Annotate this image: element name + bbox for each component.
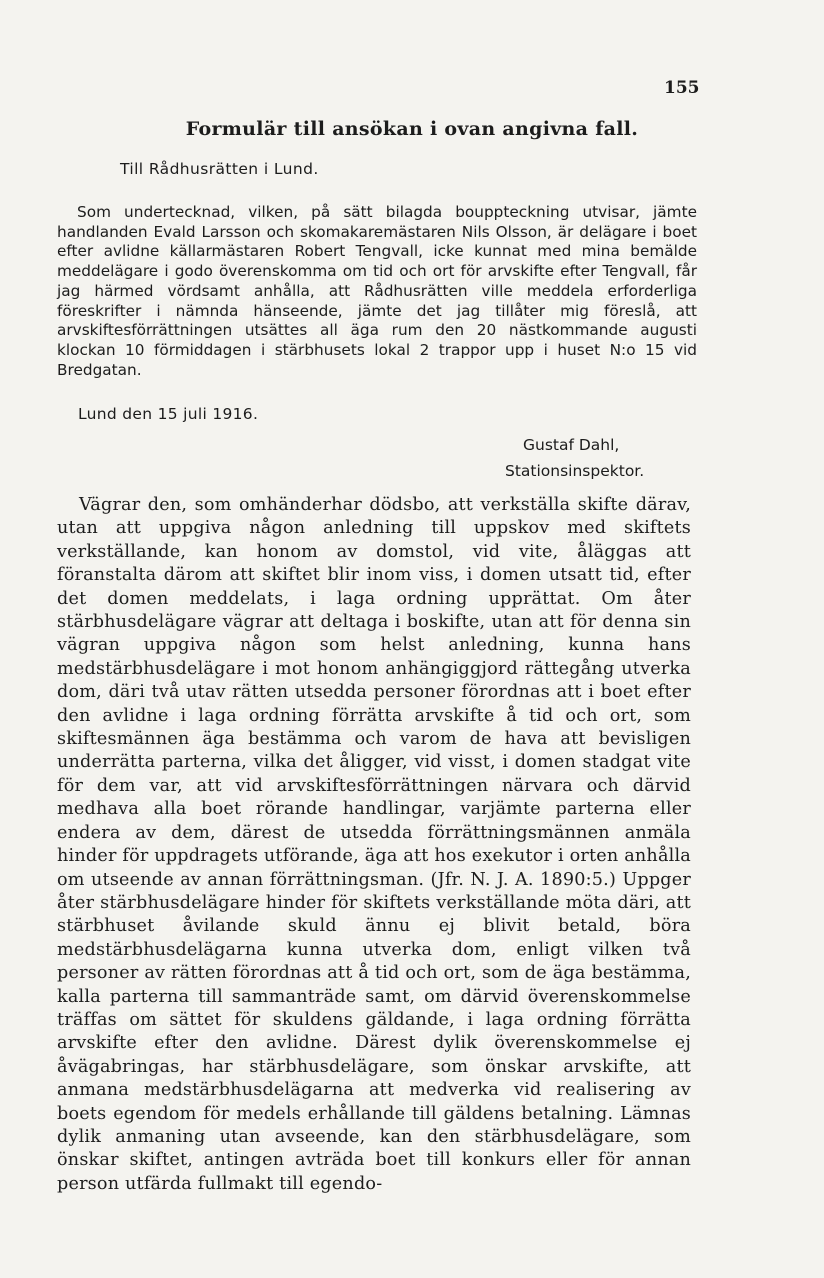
signature-name: Gustaf Dahl, xyxy=(523,436,620,454)
form-addressee: Till Rådhusrätten i Lund. xyxy=(120,160,319,178)
signature-title: Stationsinspektor. xyxy=(505,462,645,480)
form-signature xyxy=(505,432,644,484)
form-dateline: Lund den 15 juli 1916. xyxy=(78,405,259,423)
form-application-text: Som undertecknad, vilken, på sätt bilagda bouppteckning utvisar, jämte handlanden Evald Larsson och skomakaremästaren Nils Olsson, är delägare i boet efter avlidne källarmästaren Robert Tengvall, icke kunnat med mina bemälde meddelägare i godo överenskomma om tid och ort för arvskifte efter Tengvall, får jag härmed vördsamt anhålla, att Rådhusrätten ville meddela erforderliga föreskrifter i nämnda hänseende, jämte det jag tillåter mig föreslå, att arvskiftesförrättningen utsättes all äga rum den 20 nästkommande augusti klockan 10 förmiddagen i stärbhusets lokal 2 trappor upp i huset N:o 15 vid Bredgatan. xyxy=(57,203,697,379)
page-number: 155 xyxy=(664,78,700,98)
body-paragraph: Vägrar den, som omhänderhar dödsbo, att verkställa skifte därav, utan att uppgiva någon anledning till uppskov med skiftets verkställande, kan honom av domstol, vid vite, åläggas att föranstalta därom att skiftet blir inom viss, i domen utsatt tid, efter det domen meddelats, i laga ordning upprättat. Om åter stärbhusdelägare vägrar att deltaga i boskifte, utan att för denna sin vägran uppgiva någon som helst anledning, kunna hans medstärbhusdelägare i mot honom anhängiggjord rättegång utverka dom, däri två utav rätten utsedda personer förordnas att i boet efter den avlidne i laga ordning förrätta arvskifte å tid och ort, som skiftesmännen äga bestämma och varom de hava att bevisligen underrätta parterna, vilka det åligger, vid visst, i domen stadgat vite för dem var, att vid arvskiftesförrättningen närvara och därvid medhava alla boet rörande handlingar, varjämte parterna eller endera av dem, därest de utsedda förrättningsmännen anmäla hinder för uppdragets utförande, äga att hos exekutor i orten anhålla om utseende av annan förrättningsman. (Jfr. N. J. A. 1890:5.) Uppger åter stärbhusdelägare hinder för skiftets verkställande möta däri, att stärbhuset åvilande skuld ännu ej blivit betald, böra medstärbhusdelägarna kunna utverka dom, enligt vilken två personer av rätten förordnas att å tid och ort, som de äga bestämma, kalla parterna till sammanträde samt, om därvid överenskommelse träffas om sättet för skuldens gäldande, i laga ordning förrätta arvskifte efter den avlidne. Därest dylik överenskommelse ej åvägabringas, har stärbhusdelägare, som önskar arvskifte, att anmana medstärbhusdelägarna att medverka vid realisering av boets egendom för medels erhållande till gäldens betalning. Lämnas dylik anmaning utan avseende, kan den stärbhusdelägare, som önskar skiftet, antingen avträda boet till konkurs eller för annan person utfärda fullmakt till egendo- xyxy=(57,495,691,1194)
section-title: Formulär till ansökan i ovan angivna fall. xyxy=(185,118,639,140)
